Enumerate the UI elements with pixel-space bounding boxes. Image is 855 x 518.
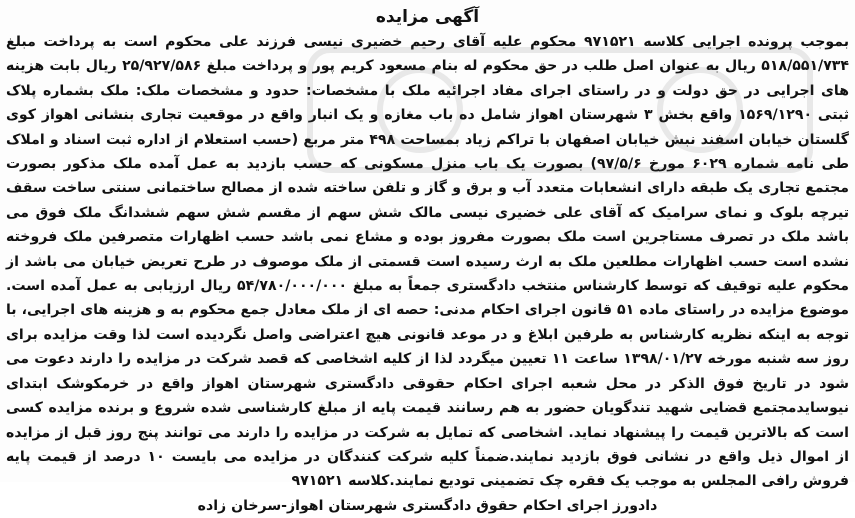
notice-title: آگهی مزایده — [375, 7, 480, 27]
notice-body: بموجب پرونده اجرایی کلاسه ۹۷۱۵۲۱ محکوم علیه آقای رحیم خضیری نیسی فرزند علی محکوم است به پرداخت مبلغ ۵۱۸/۵۵۱/۷۳۴ ریال به عنوان اصل طلب در حق محکوم له بنام مسعود کریم پور و پرداخت مبلغ ۲۵/۹۲۷/۵۸۶ ریال بابت هزینه های اجرایی در حق دولت و در راستای اجرای مفاد اجرائیه ملک با مشخصات: حدود و مشخصات ملک: ملک بشماره پلاک ثبتی ۱۵۶۹/۱۲۹۰ واقع بخش ۳ شهرستان اهواز شامل ده باب مغازه و یک انبار واقع در موقعیت تجاری بنشانی اهواز کوی گلستان خیابان اسفند نبش خیابان اصفهان با تراکم زیاد بمساحت ۴۹۸ متر مربع (حسب استعلام از اداره ثبت اسناد و املاک طی نامه شماره ۶۰۲۹ مورخ ۹۷/۵/۶) بصورت یک باب منزل مسکونی که حسب بازدید به عمل آمده ملک مذکور بصورت مجتمع تجاری یک طبقه دارای انشعابات متعدد آب و برق و گاز و تلفن ساخته شده از مصالح ساختمانی سنتی ساخت سقف تیرچه بلوک و نمای سرامیک که آقای علی خضیری نیسی مالک شش سهم از مقسم شش سهم ششدانگ ملک فوق می باشد ملک در تصرف مستاجرین است ملک بصورت مفروز بوده و مشاع نمی باشد حسب اظهارات متصرفین ملک فروخته نشده است حسب اظهارات مطلعین ملک به ارث رسیده است قسمتی از ملک موصوف در طرح تعریض خیابان می باشد از محکوم علیه توقیف که توسط کارشناس منتخب دادگستری جمعاً به مبلغ ۵۴/۷۸۰/۰۰۰/۰۰۰ ریال ارزیابی به عمل آمده است. موضوع مزایده در راستای ماده ۵۱ قانون اجرای احکام مدنی: حصه ای از ملک معادل جمع محکوم به و هزینه های اجرایی، با توجه به اینکه نظریه کارشناس به طرفین ابلاغ و در موعد قانونی هیچ اعتراضی واصل نگردیده است لذا وقت مزایده برای روز سه شنبه مورخه ۱۳۹۸/۰۱/۲۷ ساعت ۱۱ تعیین میگردد لذا از کلیه اشخاصی که قصد شرکت در مزایده را دارند دعوت می شود در تاریخ فوق الذکر در محل شعبه اجرای احکام حقوقی دادگستری شهرستان اهواز واقع در خرمکوشک ابتدای نیوسایدمجتمع قضایی شهید تندگویان حضور به هم رسانند قیمت پایه از مبلغ کارشناسی شده شروع و برنده مزایده کسی است که بالاترین قیمت را پیشنهاد نماید. اشخاصی که تمایل به شرکت در مزایده را دارند می توانند پنج روز قبل از مزایده از اموال ذیل واقع در نشانی فوق بازدید نمایند.ضمناً کلیه شرکت کنندگان در مزایده می بایست ۱۰ درصد از قیمت پایه فروش رافی المجلس به موجب یک فقره چک تضمینی تودیع نمایند.کلاسه ۹۷۱۵۲۱ — [6, 34, 849, 490]
notice-signature: دادورز اجرای احکام حقوق دادگستری شهرستان اهواز-سرخان زاده — [197, 497, 658, 514]
